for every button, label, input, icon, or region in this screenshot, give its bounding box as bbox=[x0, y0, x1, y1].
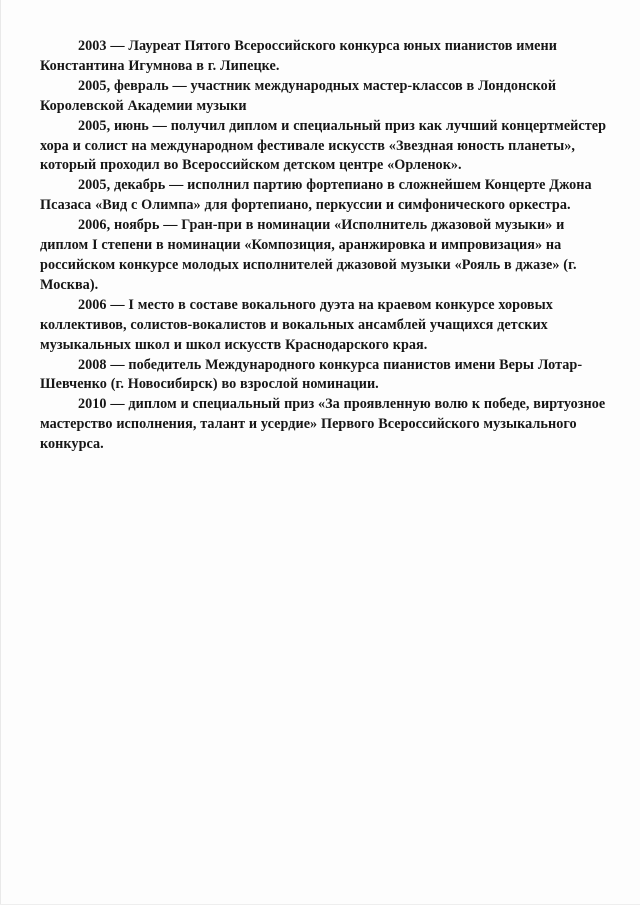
achievements-list bbox=[40, 37, 610, 455]
achievement-2006: 2006 — I место в составе вокального дуэта на краевом конкурсе хоровых коллективов, солистов-вокалистов и вокальных ансамблей учащихся детских музыкальных школ и школ искусств Краснодарского края. bbox=[40, 296, 553, 353]
achievement-2005-december: 2005, декабрь — исполнил партию фортепиано в сложнейшем Концерте Джона Псазаса «Вид с Олимпа» для фортепиано, перкуссии и симфонического оркестра. bbox=[40, 177, 592, 214]
achievement-2010: 2010 — диплом и специальный приз «За проявленную волю к победе, виртуозное мастерство исполнения, талант и усердие» Первого Всероссийского музыкального конкурса. bbox=[40, 396, 606, 453]
achievement-2006-november: 2006, ноябрь — Гран-при в номинации «Исполнитель джазовой музыки» и диплом I степени в номинации «Композиция, аранжировка и импровизация» на российском конкурсе молодых исполнителей джазовой музыки «Рояль в джазе» (г. Москва). bbox=[40, 217, 577, 293]
scan-edge bbox=[0, 0, 1, 905]
achievement-2005-february: 2005, февраль — участник международных мастер-классов в Лондонской Королевской Академии музыки bbox=[40, 77, 557, 114]
achievement-2003: 2003 — Лауреат Пятого Всероссийского конкурса юных пианистов имени Константина Игумнова в г. Липецке. bbox=[40, 38, 557, 74]
achievement-2005-june: 2005, июнь — получил диплом и специальный приз как лучший концертмейстер хора и солист на международном фестивале искусств «Звездная юность планеты», который проходил во Всероссийском детском центре «Орленок». bbox=[40, 117, 607, 174]
achievement-2008: 2008 — победитель Международного конкурса пианистов имени Веры Лотар-Шевченко (г. Новосибирск) во взрослой номинации. bbox=[40, 356, 583, 393]
